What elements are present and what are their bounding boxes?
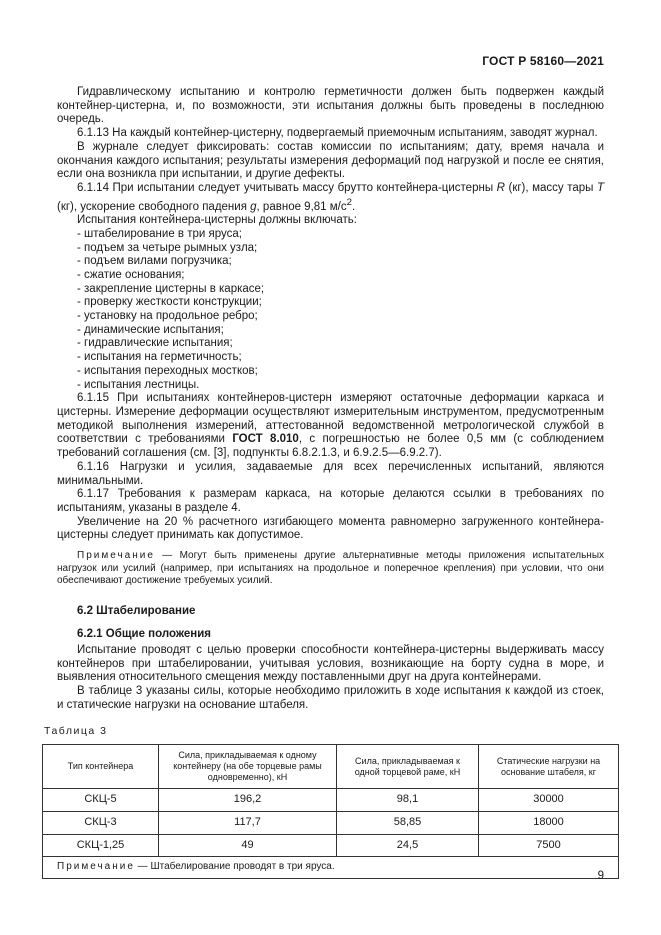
table-intro-paragraph: В таблице 3 указаны силы, которые необходимо приложить в ходе испытания к каждой из стоек, и статические нагрузки на основание штабеля. xyxy=(57,685,604,711)
para-text: 6.1.15 При испытаниях контейнеров-цистерн измеряют остаточные деформации каркаса и цистерны. Измерение деформации осуществляют измерительным инструментом, предусмотренным методикой выполнения измерений, аттестованной ведомственной метрологической службой в соответствии с требованиями xyxy=(57,392,604,446)
table-cell: СКЦ-5 xyxy=(43,789,159,812)
table-header-cell: Статические нагрузки на основание штабеля, кг xyxy=(479,745,619,789)
table-cell: СКЦ-3 xyxy=(43,811,159,834)
superscript: 2 xyxy=(346,196,352,208)
test-list-item: - гидравлические испытания; xyxy=(77,337,233,350)
para-text: (кг), ускорение свободного падения xyxy=(57,200,251,213)
table-note-row xyxy=(43,857,619,879)
table-row xyxy=(43,789,619,812)
note-text: — Могут быть применены другие альтернативные методы приложения испытательных нагрузок или усилий (например, при испытаниях на продольное и поперечное крепления) при условии, что они обеспечивают достижение требуемых усилий. xyxy=(57,550,605,587)
table-cell: 24,5 xyxy=(337,834,479,857)
table-header-cell: Тип контейнера xyxy=(43,745,159,789)
table-3 xyxy=(42,744,619,879)
variable-t: T xyxy=(596,181,605,194)
test-list-item: - проверку жесткости конструкции; xyxy=(77,296,262,309)
subsection-heading-6-2-1: 6.2.1 Общие положения xyxy=(77,628,212,641)
para-6-1-15 xyxy=(57,392,604,461)
moment-paragraph: Увеличение на 20 % расчетного изгибающего момента равномерно загруженного контейнера-цистерны следует принимать как допустимое. xyxy=(57,515,604,542)
test-list-item: - испытания на герметичность; xyxy=(77,351,242,364)
tests-include-paragraph: Испытания контейнера-цистерны должны включать: xyxy=(77,214,357,227)
test-list-item: - испытания лестницы. xyxy=(77,378,200,391)
test-list-item: - установку на продольное ребро; xyxy=(77,310,258,323)
para-text: , с погрешностью не более 0,5 мм (с соблюдением требований соглашения (см. [3], подпункты 6.8.2.1.3, и 6.9.2.5—6.9.2.7). xyxy=(57,433,604,460)
table-cell: 7500 xyxy=(479,834,619,857)
table-row xyxy=(43,811,619,834)
para-6-1-14 xyxy=(57,182,604,214)
page-number: 9 xyxy=(597,870,604,882)
test-list-item: - закрепление цистерны в каркасе; xyxy=(77,282,265,295)
test-list-item: - подъем за четыре рымных узла; xyxy=(77,241,258,254)
gost-reference: ГОСТ 8.010 xyxy=(232,433,299,446)
variable-g: g xyxy=(250,200,257,213)
note-1 xyxy=(57,550,604,588)
variable-r: R xyxy=(496,181,505,194)
para-text: (кг), массу тары xyxy=(504,181,597,194)
intro-paragraph: Гидравлическому испытанию и контролю герметичности должен быть подвержен каждый контейнер-цистерна, и, по возможности, эти испытания должны быть проведены в последнюю очередь. xyxy=(57,86,604,126)
table-caption: Таблица 3 xyxy=(44,725,108,738)
para-text: 6.1.14 При испытании следует учитывать массу брутто контейнера-цистерны xyxy=(77,181,497,194)
table-cell: СКЦ-1,25 xyxy=(43,834,159,857)
para-6-1-16: 6.1.16 Нагрузки и усилия, задаваемые для всех перечисленных испытаний, являются минимальными. xyxy=(57,460,604,487)
table-header-cell: Сила, прикладываемая к одной торцевой раме, кН xyxy=(337,745,479,789)
table-header-cell: Сила, прикладываемая к одному контейнеру (на обе торцевые рамы одновременно), кН xyxy=(159,745,337,789)
test-list-item: - сжатие основания; xyxy=(77,268,185,281)
section-heading-6-2: 6.2 Штабелирование xyxy=(77,604,196,617)
para-6-1-13: 6.1.13 На каждый контейнер-цистерну, подвергаемый приемочным испытаниям, заводят журнал. xyxy=(77,127,598,140)
purpose-paragraph: Испытание проводят с целью проверки способности контейнера-цистерны выдерживать массу контейнеров при штабелировании, учитывая условия, возникающие на борту судна в море, и выявления относительного смещения между поставленными друг на друга контейнерами. xyxy=(57,643,604,684)
table-cell: 117,7 xyxy=(159,811,337,834)
table-cell: 196,2 xyxy=(159,789,337,812)
table-note xyxy=(43,857,619,879)
table-row xyxy=(43,834,619,857)
test-list-item: - динамические испытания; xyxy=(77,323,224,336)
para-text: , равное 9,81 м/с xyxy=(256,200,347,213)
table-cell: 49 xyxy=(159,834,337,857)
note-label: Примечание xyxy=(77,550,155,562)
table-cell: 58,85 xyxy=(337,811,479,834)
table-cell: 30000 xyxy=(479,789,619,812)
test-list-item: - подъем вилами погрузчика; xyxy=(77,255,232,268)
test-list xyxy=(57,228,604,392)
table-note-label: Примечание xyxy=(57,861,135,873)
table-note-text: — Штабелирование проводят в три яруса. xyxy=(137,861,335,873)
table-header-row xyxy=(43,745,619,789)
table-section xyxy=(42,725,619,879)
test-list-item: - штабелирование в три яруса; xyxy=(77,227,242,240)
page-content xyxy=(44,86,605,879)
journal-paragraph: В журнале следует фиксировать: состав комиссии по испытаниям; дату, время начала и окончания каждого испытания; результаты измерения деформаций под нагрузкой и после ее снятия, если она возникла при испытании, и другие дефекты. xyxy=(57,140,604,181)
doc-number: ГОСТ Р 58160—2021 xyxy=(482,54,604,68)
para-6-1-17: 6.1.17 Требования к размерам каркаса, на которые делаются ссылки в требованиях по испытаниям, указаны в разделе 4. xyxy=(57,488,604,514)
para-text: . xyxy=(351,200,356,213)
table-cell: 98,1 xyxy=(337,789,479,812)
test-list-item: - испытания переходных мостков; xyxy=(77,364,258,377)
table-cell: 18000 xyxy=(479,811,619,834)
